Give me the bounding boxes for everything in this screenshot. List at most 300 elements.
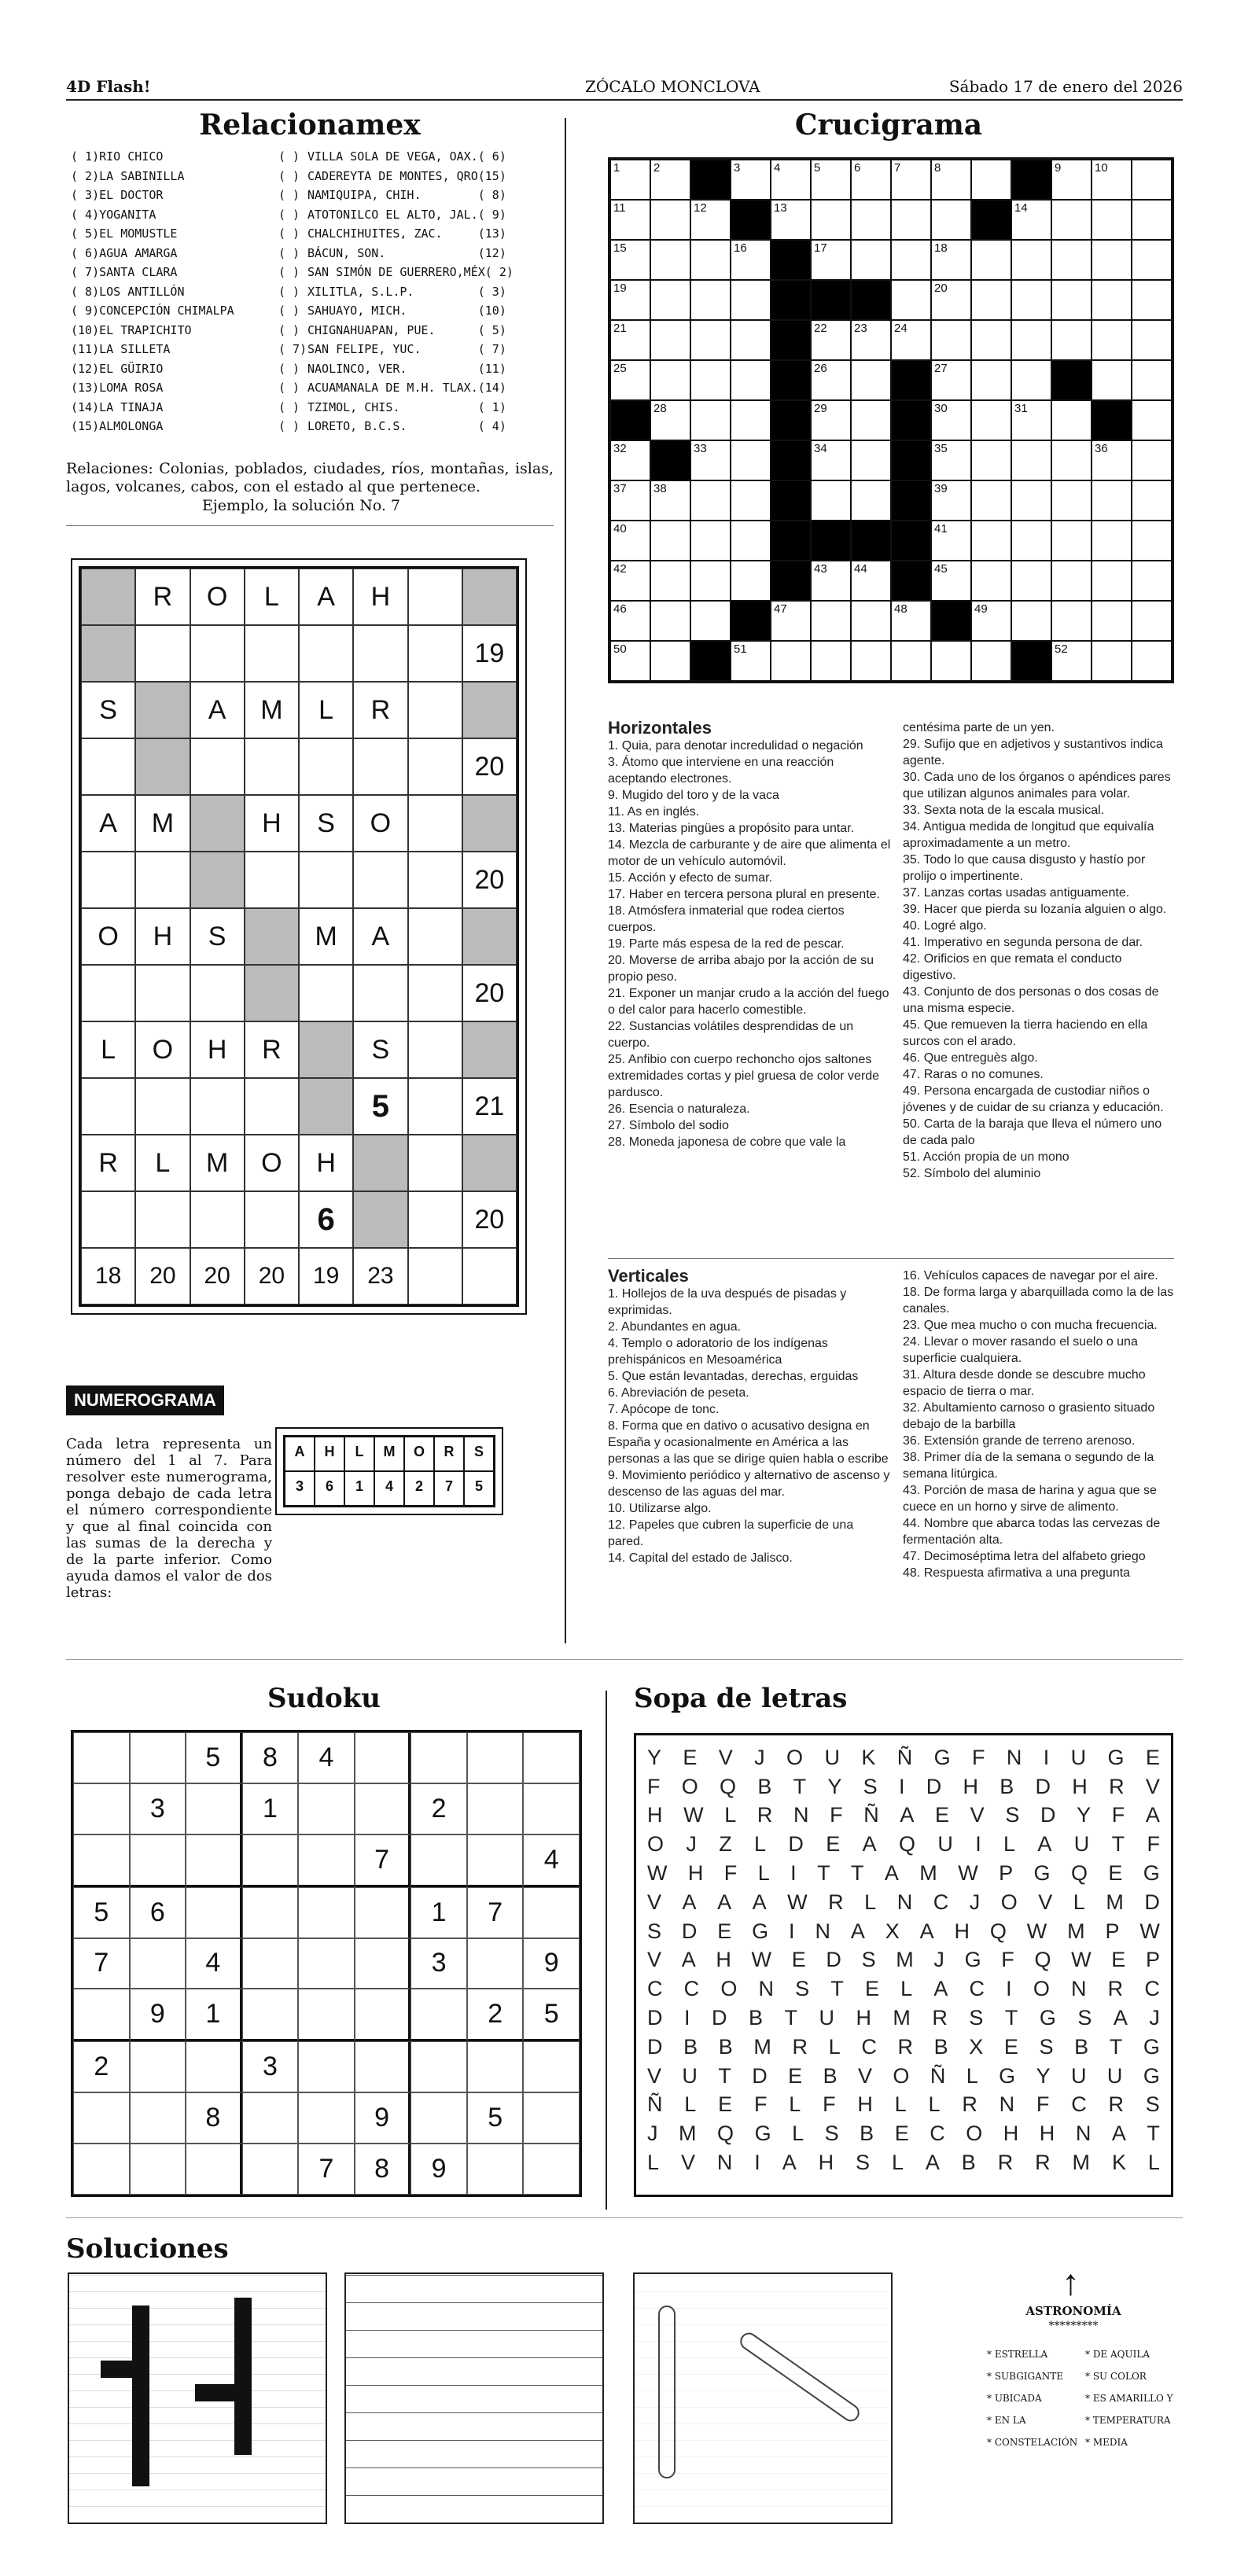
crossword-cell: [610, 320, 650, 360]
crossword-cell: [1092, 440, 1132, 480]
crossword-cell: [971, 641, 1011, 681]
clue: 20. Moverse de arriba abajo por la acción de su propio peso.: [608, 954, 874, 984]
clue-number: 39: [934, 482, 948, 495]
sopa-letter: Q: [717, 2122, 734, 2146]
sopa-letter: L: [789, 2092, 801, 2117]
crossword-cell: [851, 360, 891, 400]
sudoku-cell: [355, 1887, 411, 1938]
crossword-block: [771, 561, 811, 601]
key-value: 5: [464, 1471, 494, 1506]
numerograma-cell: H: [135, 908, 190, 965]
crossword-cell: [610, 601, 650, 641]
sudoku-cell: [410, 1834, 467, 1887]
clue: 21. Exponer un manjar crudo a la acción del fuego o del calor para hacerlo comestible.: [608, 987, 889, 1017]
sopa-letter: Ñ: [863, 1803, 879, 1827]
crossword-cell: [851, 400, 891, 440]
sopa-letter: R: [757, 1803, 773, 1827]
clue-number: 27: [934, 362, 948, 375]
crossword-cell: [731, 240, 771, 280]
crossword-cell: [650, 200, 690, 240]
crossword-cell: [1132, 521, 1172, 561]
sopa-letter: Ñ: [930, 2063, 946, 2088]
crossword-block: [650, 440, 690, 480]
crossword-cell: [690, 280, 731, 320]
crossword-cell: [811, 160, 851, 200]
sopa-letter: F: [647, 1774, 661, 1798]
numerograma-cell: S: [190, 908, 245, 965]
sudoku-cell: [410, 1732, 467, 1783]
numerograma-cell: [190, 1191, 245, 1248]
crossword-cell: [1092, 200, 1132, 240]
sopa-letter: J: [933, 1948, 944, 1972]
newspaper-name: ZÓCALO MONCLOVA: [585, 77, 760, 96]
sudoku-cell: 4: [523, 1834, 580, 1887]
sopa-letter: C: [647, 1977, 663, 2001]
sopa-letter: V: [718, 1745, 733, 1769]
relacionamex-row: [68, 400, 555, 419]
numerograma-cell: [135, 965, 190, 1021]
sudoku-cell: [242, 1938, 299, 1989]
crossword-cell: [610, 521, 650, 561]
sudoku-cell: [298, 1887, 355, 1938]
crossword-cell: [731, 160, 771, 200]
sopa-letter: G: [1143, 2063, 1160, 2088]
sudoku-cell: [242, 2092, 299, 2144]
sopa-letter: D: [647, 2006, 663, 2030]
sopa-letter: G: [1033, 1861, 1051, 1886]
crossword-cell: [1011, 200, 1051, 240]
clue-number: 28: [653, 402, 667, 415]
relacionamex-row: [68, 342, 555, 361]
sudoku-title: Sudoku: [267, 1683, 381, 1714]
sopa-letter: V: [1038, 1890, 1053, 1914]
numerograma-cell: [190, 852, 245, 908]
clue: 17. Haber en tercera persona plural en presente.: [608, 888, 880, 901]
key-letter: H: [315, 1437, 344, 1471]
numerograma-cell: 20: [135, 1248, 190, 1305]
clue: 7. Apócope de tonc.: [608, 1403, 720, 1416]
numerograma-cell: [81, 625, 135, 682]
clues-horizontales-a: [608, 719, 893, 1150]
answer-slot: ( ): [278, 149, 300, 164]
sopa-letter: I: [754, 2151, 760, 2175]
state-name: LORETO, B.C.S. ( 4): [307, 419, 506, 433]
sudoku-cell: 7: [73, 1938, 130, 1989]
sopa-word: * EN LA: [987, 2415, 1026, 2426]
crossword-cell: [891, 601, 931, 641]
place-name: (12)EL GÜIRIO: [71, 361, 164, 376]
crossword-cell: [1051, 320, 1092, 360]
crossword-cell: [650, 240, 690, 280]
crossword-cell: [1051, 280, 1092, 320]
sudoku-cell: [467, 1732, 524, 1783]
column-divider: [606, 1691, 607, 2210]
relacionamex-row: [68, 323, 555, 342]
sudoku-cell: [410, 1989, 467, 2041]
crossword-cell: [931, 160, 971, 200]
sopa-letter: D: [788, 1832, 804, 1857]
crossword-block: [771, 280, 811, 320]
sopa-letter: V: [1145, 1774, 1160, 1798]
numerograma-cell: [245, 908, 299, 965]
crossword-cell: [891, 641, 931, 681]
answer-slot: ( ): [278, 265, 300, 279]
crossword-block: [771, 360, 811, 400]
numerograma-cell: [135, 738, 190, 795]
state-name: XILITLA, S.L.P. ( 3): [307, 284, 506, 299]
sopa-letter: C: [1071, 2092, 1087, 2117]
sopa-letter: E: [1145, 1745, 1160, 1769]
crossword-cell: [1051, 440, 1092, 480]
sopa-letter: R: [1108, 2092, 1124, 2117]
crossword-cell: [771, 641, 811, 681]
sopa-letter: A: [884, 1861, 899, 1886]
sopa-letter: U: [1071, 2063, 1087, 2088]
state-name: NAOLINCO, VER. (11): [307, 361, 506, 376]
clue-number: 32: [613, 442, 627, 455]
clue-number: 6: [854, 161, 861, 175]
clue-number: 51: [734, 642, 747, 656]
answer-slot: ( ): [278, 304, 300, 318]
sopa-letter: A: [782, 2151, 797, 2175]
crossword-cell: [971, 320, 1011, 360]
numerograma-cell: [408, 569, 462, 625]
sopa-letter: G: [999, 2063, 1016, 2088]
sudoku-cell: [186, 1834, 242, 1887]
sudoku-cell: 2: [410, 1783, 467, 1834]
clue-number: 24: [894, 322, 907, 335]
sopa-letter: T: [793, 1774, 807, 1798]
sopa-letter: F: [830, 1803, 843, 1827]
sopa-letter: I: [789, 1919, 795, 1943]
sudoku-cell: [523, 1783, 580, 1834]
numerograma-cell: H: [353, 569, 407, 625]
sopa-letter: W: [787, 1890, 808, 1914]
clue-number: 38: [653, 482, 667, 495]
sopa-letter: T: [1147, 2122, 1160, 2146]
key-value: 2: [404, 1471, 434, 1506]
crossword-cell: [650, 521, 690, 561]
sopa-letter: F: [753, 2092, 768, 2117]
crossword-cell: [891, 200, 931, 240]
relacionamex-row: [68, 208, 555, 226]
numerograma-cell: O: [245, 1135, 299, 1191]
sopa-letter: Y: [827, 1774, 842, 1798]
crossword-cell: [731, 440, 771, 480]
crossword-cell: [811, 200, 851, 240]
crossword-cell: [851, 601, 891, 641]
crossword-cell: [851, 480, 891, 521]
key-letter: M: [374, 1437, 404, 1471]
numerograma-cell: [81, 1078, 135, 1135]
sopa-word: * DE AQUILA: [1085, 2349, 1150, 2360]
crossword-cell: [731, 641, 771, 681]
clue: 37. Lanzas cortas usadas antiguamente.: [903, 886, 1130, 900]
sudoku-cell: 8: [242, 1732, 299, 1783]
sopa-letter: Q: [989, 1919, 1007, 1943]
crossword-block: [771, 320, 811, 360]
numerograma-cell: [408, 965, 462, 1021]
numerograma-cell: [299, 852, 353, 908]
sopa-letter: T: [718, 2063, 731, 2088]
sopa-letter: E: [1108, 1861, 1123, 1886]
crossword-cell: [971, 240, 1011, 280]
sopa-letter: G: [754, 2122, 771, 2146]
state-name: SAN SIMÓN DE GUERRERO,MÉX( 2): [307, 265, 514, 279]
sopa-letter: R: [932, 2006, 948, 2030]
crossword-cell: [1132, 240, 1172, 280]
crossword-cell: [650, 480, 690, 521]
clue-number: 29: [814, 402, 827, 415]
clue: 23. Que mea mucho o con mucha frecuencia.: [903, 1319, 1158, 1332]
sopa-letter: H: [647, 1803, 663, 1827]
sopa-letter: H: [857, 2092, 873, 2117]
crossword-cell: [650, 320, 690, 360]
sopa-letter: O: [966, 2122, 983, 2146]
crossword-cell: [891, 160, 931, 200]
numerograma-cell: 5: [353, 1078, 407, 1135]
numerograma-cell: [81, 965, 135, 1021]
clue: 35. Todo lo que causa disgusto y hastío por prolijo o impertinente.: [903, 853, 1146, 883]
clue: 44. Nombre que abarca todas las cervezas de fermentación alta.: [903, 1517, 1161, 1547]
crossword-cell: [1051, 200, 1092, 240]
crossword-cell: [610, 480, 650, 521]
crossword-block: [731, 601, 771, 641]
sopa-letter: E: [718, 2092, 733, 2117]
issue-date: Sábado 17 de enero del 2026: [948, 77, 1183, 96]
sopa-letter: N: [815, 1919, 830, 1943]
sopa-letter: Q: [1034, 1948, 1051, 1972]
crossword-cell: [1011, 601, 1051, 641]
sopa-word: * MEDIA: [1085, 2437, 1128, 2448]
clue: centésima parte de un yen.: [903, 721, 1055, 734]
place-name: (15)ALMOLONGA: [71, 419, 164, 433]
relacionamex-row: [68, 169, 555, 188]
sopa-letter: D: [1035, 1774, 1051, 1798]
sopa-letter: G: [1039, 2006, 1056, 2030]
clue-number: 41: [934, 522, 948, 535]
numerograma-cell: M: [299, 908, 353, 965]
sopa-letter: N: [896, 1890, 913, 1914]
numerograma-cell: M: [190, 1135, 245, 1191]
sopa-letter: Q: [898, 1832, 915, 1857]
sopa-letter: F: [723, 1861, 738, 1886]
sopa-letter: E: [894, 2122, 909, 2146]
sopa-letter: B: [683, 2034, 698, 2059]
clue-number: 34: [814, 442, 827, 455]
sudoku-cell: 5: [523, 1989, 580, 2041]
crossword-cell: [1092, 561, 1132, 601]
sudoku-cell: 6: [130, 1887, 186, 1938]
sudoku-cell: [467, 1938, 524, 1989]
numerograma-cell: [408, 682, 462, 738]
numerograma-cell: [245, 738, 299, 795]
sopa-row: [636, 1859, 1171, 1888]
sopa-letter: Y: [1077, 1803, 1092, 1827]
sopa-letter: R: [1109, 1774, 1125, 1798]
sopa-letter: M: [893, 2006, 911, 2030]
clue-number: 14: [1014, 201, 1028, 215]
clue-number: 4: [774, 161, 781, 175]
sopa-letter: U: [682, 2063, 698, 2088]
crossword-cell: [610, 561, 650, 601]
sopa-letter: O: [1000, 1890, 1018, 1914]
clue: 14. Mezcla de carburante y de aire que alimenta el motor de un vehículo automóvil.: [608, 838, 891, 868]
numerograma-cell: [408, 1191, 462, 1248]
sudoku-cell: [355, 1732, 411, 1783]
sudoku-cell: [467, 1783, 524, 1834]
numerograma-cell: A: [299, 569, 353, 625]
clue: 46. Que entreguès algo.: [903, 1051, 1038, 1065]
crossword-block: [971, 200, 1011, 240]
sopa-letter: F: [1147, 1832, 1160, 1857]
state-name: CHIGNAHUAPAN, PUE. ( 5): [307, 322, 506, 337]
sopa-letter: U: [824, 1745, 840, 1769]
sopa-row: [636, 2091, 1171, 2120]
sopa-letter: T: [1004, 2006, 1018, 2030]
crossword-block: [1011, 641, 1051, 681]
sopa-letter: F: [1001, 1948, 1014, 1972]
clue: 40. Logré algo.: [903, 919, 987, 933]
crossword-cell: [1051, 601, 1092, 641]
sopa-letter: R: [828, 1890, 844, 1914]
crossword-cell: [690, 200, 731, 240]
sopa-letter: K: [861, 1745, 876, 1769]
verticales-heading: Verticales: [608, 1266, 689, 1286]
clue: 13. Materias pingües a propósito para untar.: [608, 822, 855, 835]
crossword-cell: [610, 360, 650, 400]
numerograma-cell: 20: [462, 852, 517, 908]
sopa-letter: D: [1040, 1803, 1056, 1827]
sudoku-cell: [73, 1834, 130, 1887]
crossword-cell: [1011, 320, 1051, 360]
numerograma-cell: 20: [462, 738, 517, 795]
numerograma-cell: 6: [299, 1191, 353, 1248]
sudoku-cell: 3: [410, 1938, 467, 1989]
sopa-letter: H: [818, 2151, 834, 2175]
sopa-letter: W: [1026, 1919, 1047, 1943]
key-value: 1: [344, 1471, 374, 1506]
sopa-letter: A: [681, 1948, 696, 1972]
numerograma-title: NUMEROGRAMA: [66, 1386, 224, 1415]
numerograma-cell: [462, 569, 517, 625]
sopa-letter: I: [1043, 1745, 1050, 1769]
sopa-letter: T: [1111, 1832, 1125, 1857]
numerograma-cell: [408, 1078, 462, 1135]
crossword-cell: [811, 440, 851, 480]
clue: 3. Átomo que interviene en una reacción aceptando electrones.: [608, 756, 834, 786]
clue: 34. Antigua medida de longitud que equivalía aproximadamente a un metro.: [903, 820, 1154, 850]
state-name: SAN FELIPE, YUC. ( 7): [307, 342, 506, 356]
sopa-letter: T: [784, 2006, 797, 2030]
word-search-grid: [634, 1733, 1173, 2197]
relacionamex-row: [68, 419, 555, 438]
sopa-letter: X: [885, 1919, 900, 1943]
answer-slot: ( ): [278, 188, 300, 202]
sopa-letter: E: [864, 1977, 879, 2001]
clue-number: 48: [894, 602, 907, 616]
sudoku-cell: 7: [467, 1887, 524, 1938]
sudoku-cell: [73, 1989, 130, 2041]
key-value: 6: [315, 1471, 344, 1506]
sudoku-cell: 1: [242, 1783, 299, 1834]
numerograma-cell: [353, 965, 407, 1021]
numerograma-cell: L: [81, 1021, 135, 1078]
sudoku-cell: [298, 2041, 355, 2092]
sopa-letter: A: [682, 1890, 697, 1914]
numerograma-cell: 20: [190, 1248, 245, 1305]
crossword-block: [931, 601, 971, 641]
numerograma-cell: 20: [245, 1248, 299, 1305]
state-name: NAMIQUIPA, CHIH. ( 8): [307, 188, 506, 202]
sudoku-solution: [344, 2272, 604, 2524]
sudoku-cell: [73, 2092, 130, 2144]
numerograma-cell: [135, 1078, 190, 1135]
clue-number: 12: [694, 201, 707, 215]
crossword-cell: [731, 561, 771, 601]
sopa-letter: H: [954, 1919, 970, 1943]
place-name: (14)LA TINAJA: [71, 399, 164, 414]
numerograma-cell: [81, 852, 135, 908]
crossword-cell: [931, 400, 971, 440]
clue: 38. Primer día de la semana o segundo de la semana litúrgica.: [903, 1451, 1154, 1481]
sopa-letter: A: [1145, 1803, 1160, 1827]
place-name: (10)EL TRAPICHITO: [71, 322, 192, 337]
sopa-letter: Y: [647, 1745, 662, 1769]
numerograma-cell: [190, 965, 245, 1021]
sopa-letter: L: [828, 2034, 841, 2059]
sopa-letter: R: [962, 2092, 977, 2117]
sudoku-cell: [467, 2144, 524, 2195]
sopa-letter: M: [1067, 1919, 1085, 1943]
relacionamex-row: [68, 265, 555, 284]
numerograma-cell: [135, 1191, 190, 1248]
sopa-letter: B: [1074, 2034, 1089, 2059]
clue: 48. Respuesta afirmativa a una pregunta: [903, 1566, 1131, 1580]
relacionamex-title: Relacionamex: [199, 109, 421, 142]
sudoku-cell: 2: [467, 1989, 524, 2041]
clue: 2. Abundantes en agua.: [608, 1320, 742, 1334]
clue-number: 20: [934, 282, 948, 295]
sopa-row: [636, 2062, 1171, 2091]
sopa-letter: U: [1073, 1832, 1090, 1857]
sudoku-cell: [355, 1938, 411, 1989]
sopa-letter: M: [919, 1861, 937, 1886]
sopa-letter: O: [786, 1745, 804, 1769]
state-name: CADEREYTA DE MONTES, QRO(15): [307, 168, 506, 183]
sudoku-cell: 2: [73, 2041, 130, 2092]
clue: 15. Acción y efecto de sumar.: [608, 871, 773, 885]
answer-slot: ( ): [278, 322, 300, 337]
sudoku-cell: [355, 1989, 411, 2041]
sopa-letter: A: [1111, 2122, 1126, 2146]
clue-number: 26: [814, 362, 827, 375]
crossword-cell: [610, 280, 650, 320]
clue-number: 49: [974, 602, 988, 616]
numerograma-cell: 23: [353, 1248, 407, 1305]
clue-number: 18: [934, 241, 948, 255]
crossword-block: [891, 521, 931, 561]
sopa-title: Sopa de letras: [634, 1683, 848, 1714]
crossword-cell: [971, 601, 1011, 641]
sopa-letter: I: [1006, 1977, 1012, 2001]
crossword-block: [891, 561, 931, 601]
relacionamex-row: [68, 246, 555, 265]
clue-number: 25: [613, 362, 627, 375]
crossword-cell: [690, 480, 731, 521]
sopa-letter: A: [1113, 2006, 1128, 2030]
answer-slot: ( ): [278, 419, 300, 433]
